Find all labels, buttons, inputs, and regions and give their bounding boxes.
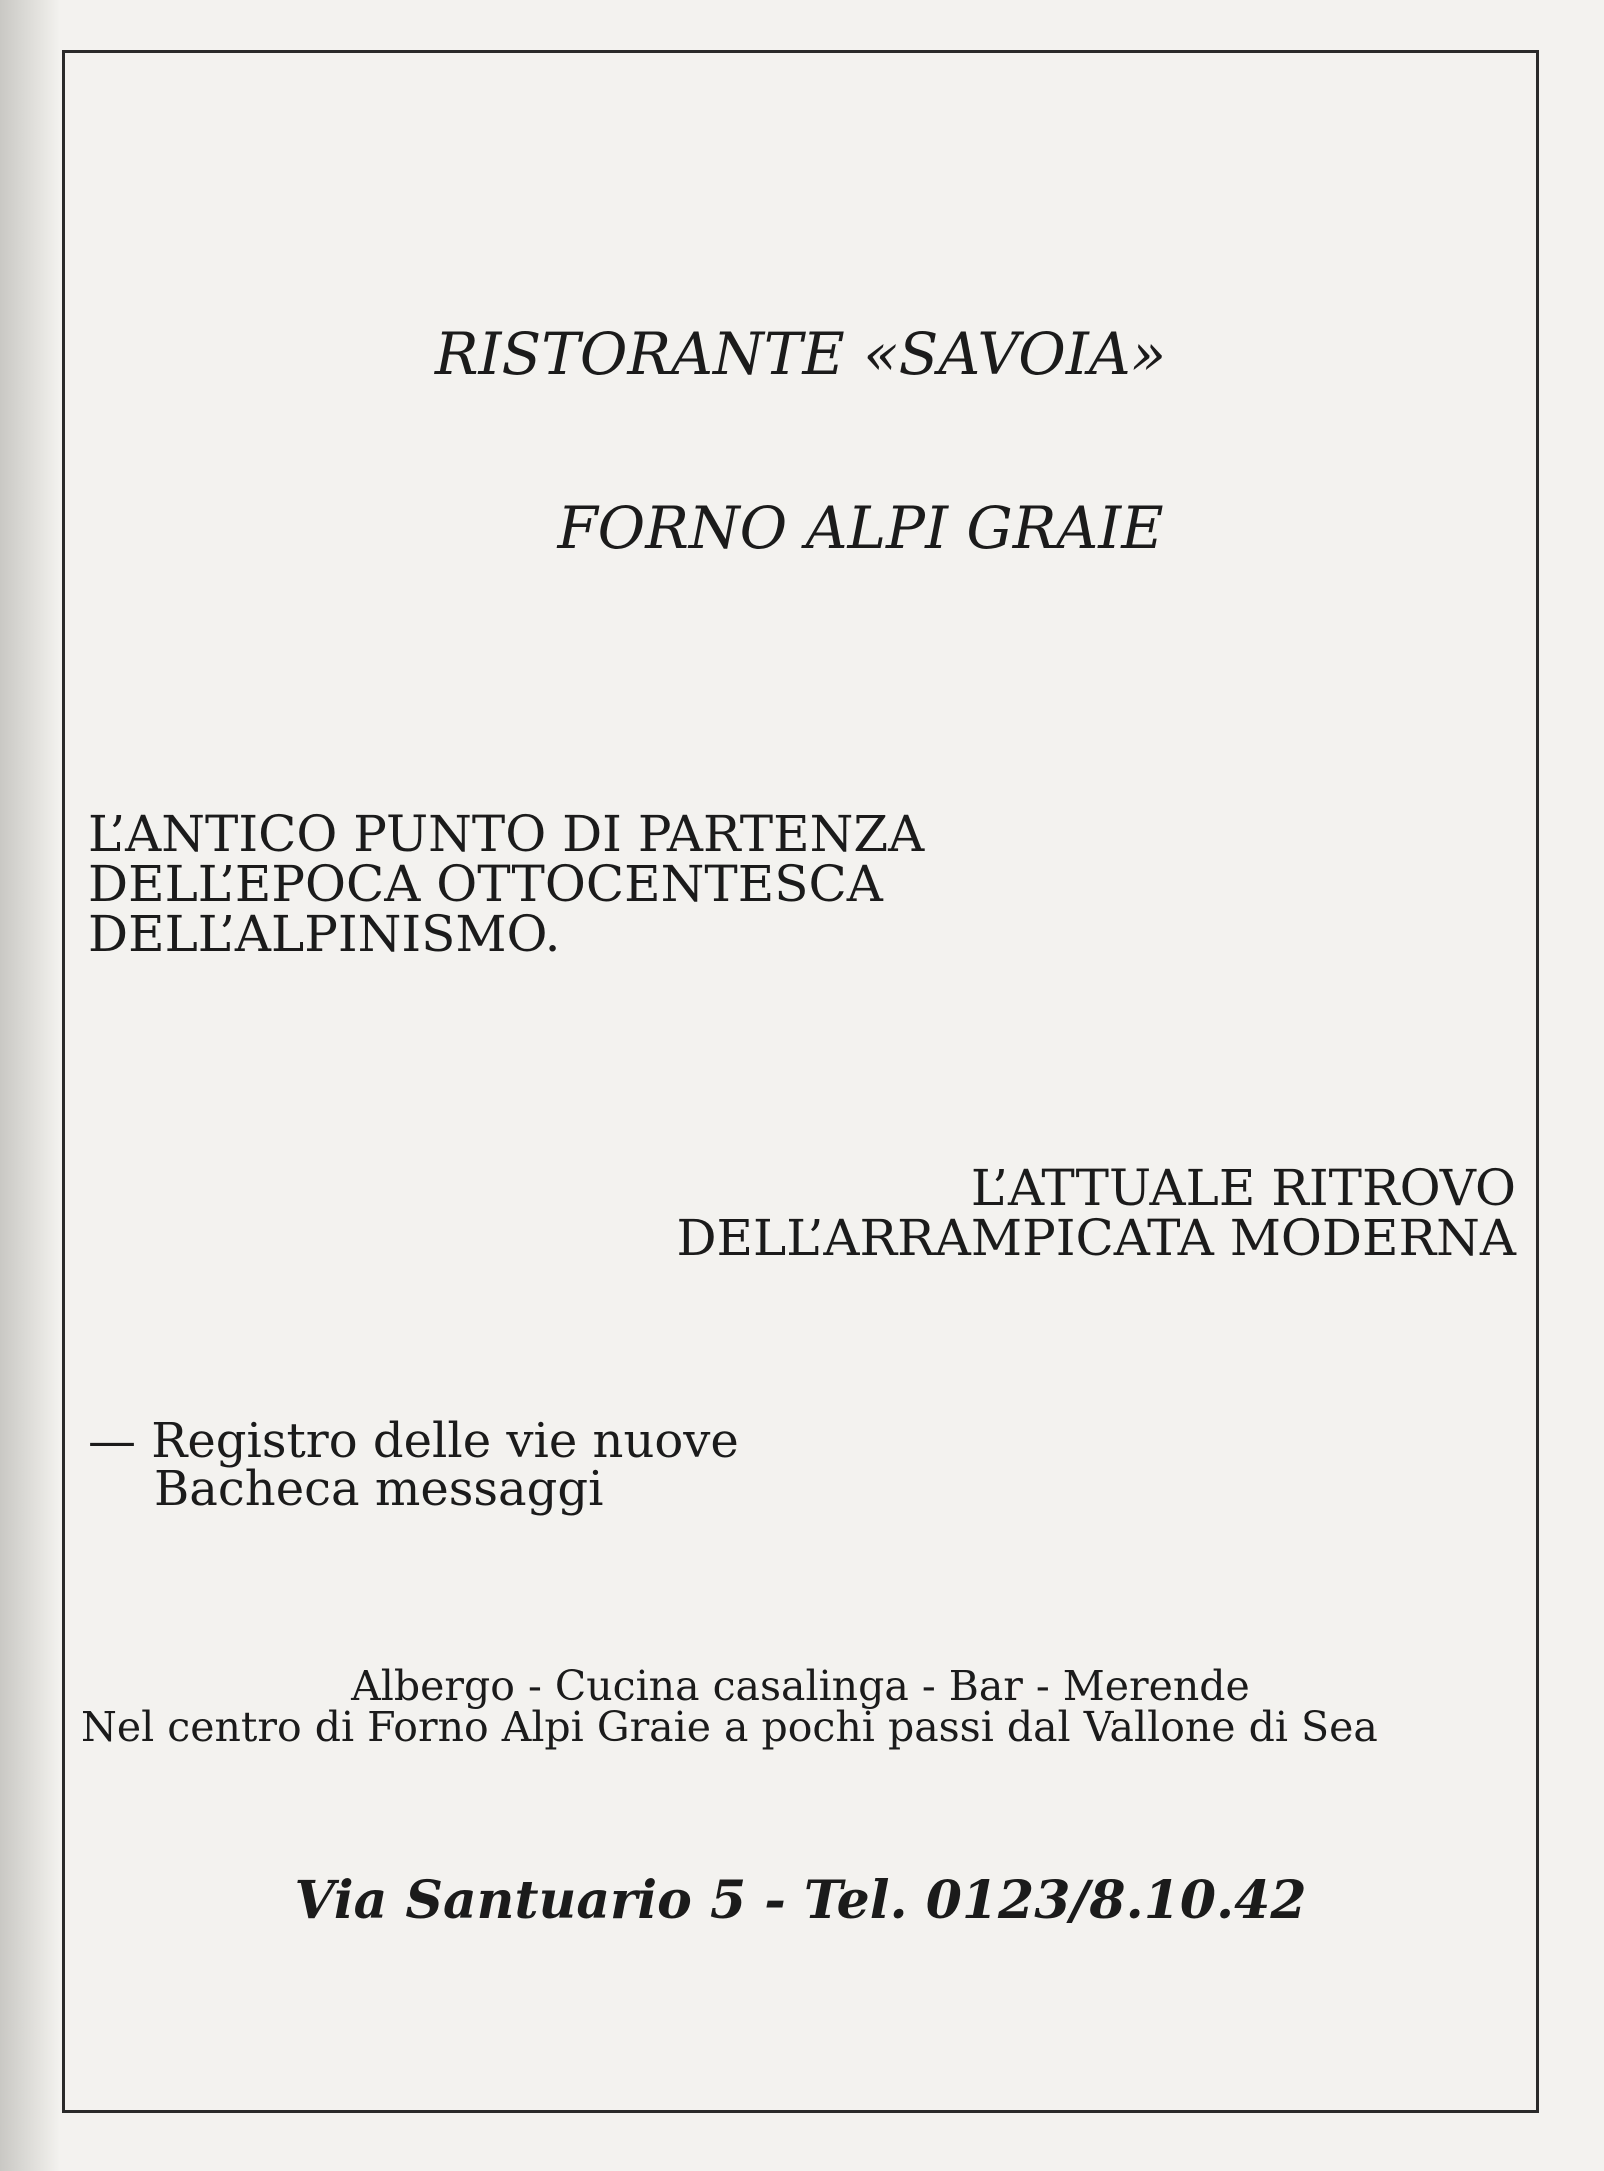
page-edge-shadow bbox=[0, 0, 60, 2171]
history-line: DELL’EPOCA OTTOCENTESCA bbox=[88, 855, 883, 913]
services-footer bbox=[65, 1662, 1536, 1751]
present-line: DELL’ARRAMPICATA MODERNA bbox=[676, 1209, 1516, 1267]
contact-line: Via Santuario 5 - Tel. 0123/8.10.42 bbox=[294, 1870, 1307, 1931]
position-note: Nel centro di Forno Alpi Graie a pochi passi dal Vallone di Sea bbox=[81, 1703, 1378, 1751]
history-line: DELL’ALPINISMO. bbox=[88, 905, 561, 963]
restaurant-name: RISTORANTE «SAVOIA» bbox=[434, 320, 1167, 388]
present-statement bbox=[676, 1159, 1516, 1267]
feature-item: Bacheca messaggi bbox=[154, 1461, 604, 1517]
feature-item: — Registro delle vie nuove bbox=[88, 1413, 739, 1469]
features-list bbox=[88, 1413, 739, 1517]
restaurant-location: FORNO ALPI GRAIE bbox=[557, 494, 1164, 562]
history-line: L’ANTICO PUNTO DI PARTENZA bbox=[88, 805, 925, 863]
advertisement-frame bbox=[62, 50, 1539, 2113]
present-line: L’ATTUALE RITROVO bbox=[970, 1159, 1516, 1217]
services-line: Albergo - Cucina casalinga - Bar - Merende bbox=[351, 1662, 1250, 1710]
history-statement bbox=[88, 805, 925, 963]
